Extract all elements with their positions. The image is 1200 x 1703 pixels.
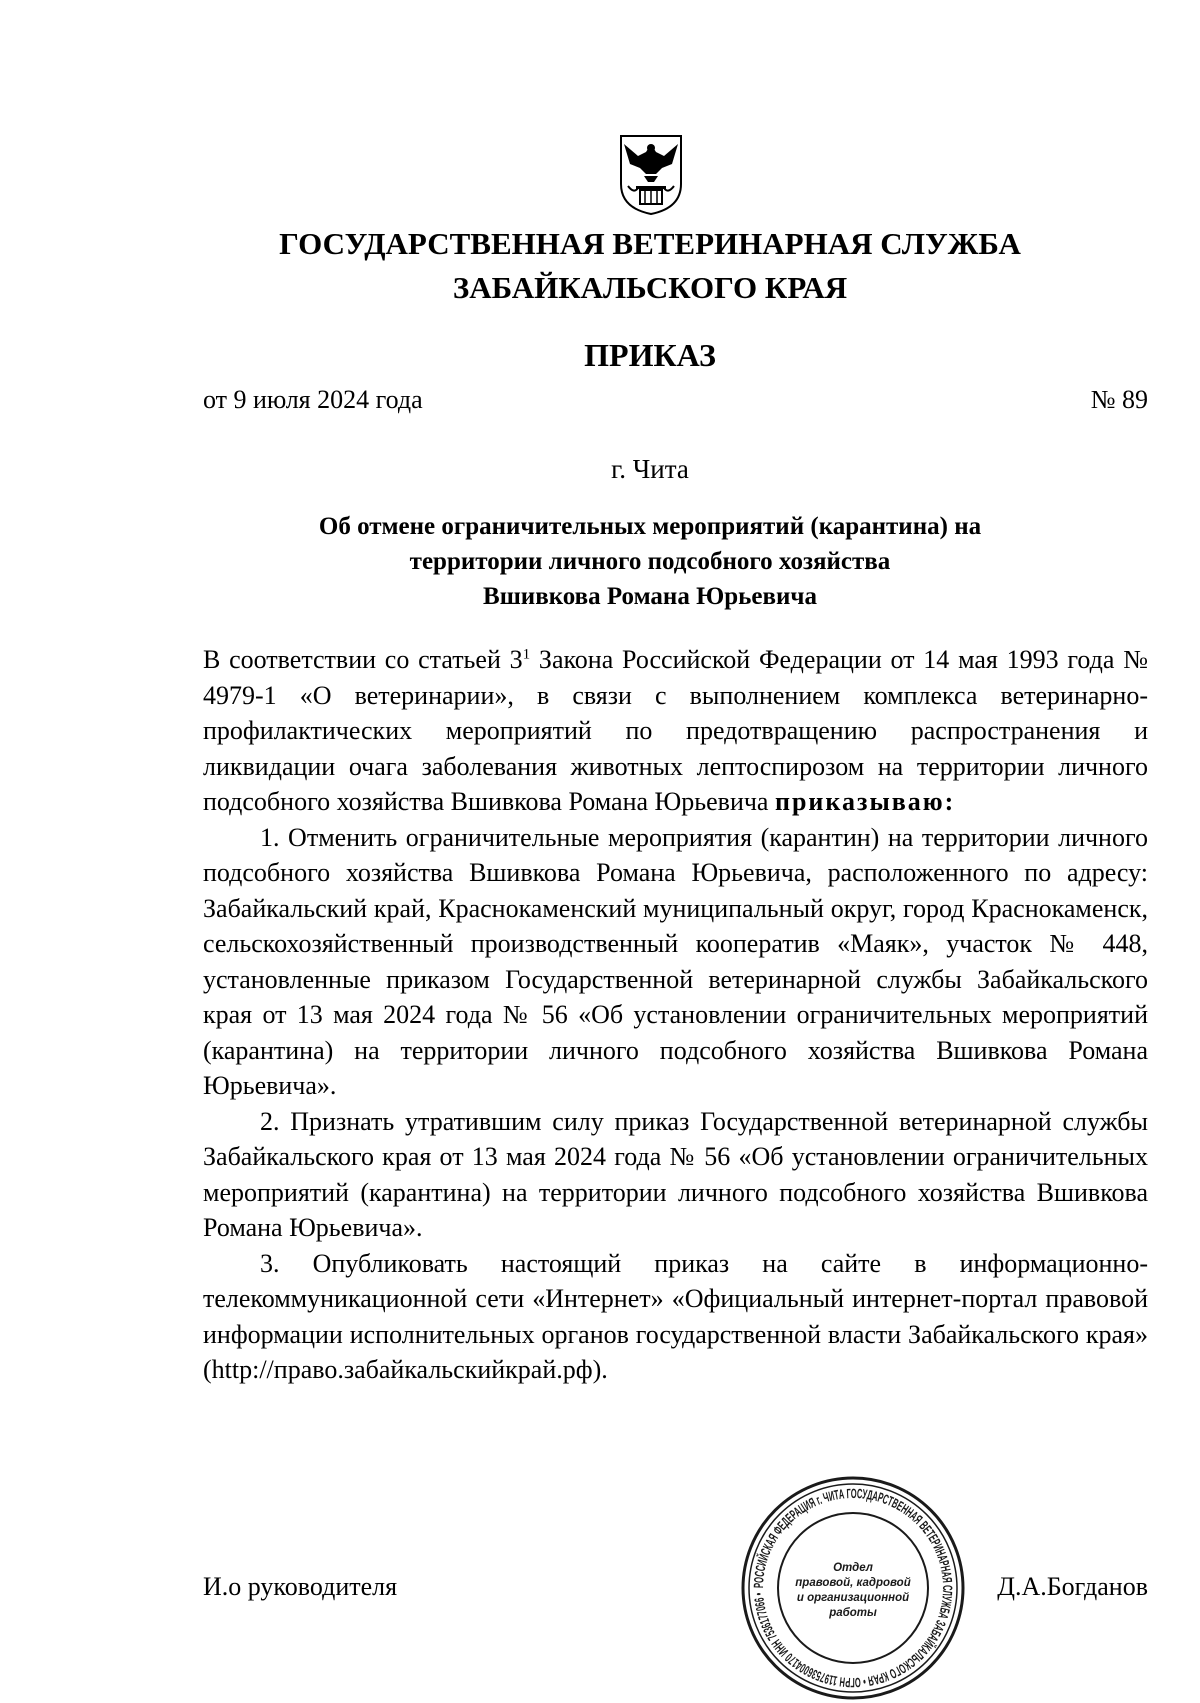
stamp-center-line3: и организационной	[796, 1592, 910, 1604]
document-number: № 89	[1090, 385, 1148, 414]
organization-name	[200, 222, 1100, 310]
preamble-part-b: Закона Российской Федерации от 14 мая 1993 года № 4979-1 «О ветеринарии», в связи с выполнением комплекса ветеринарно-профилактических мероприятий по предотвращению распространения и ликвидации очага заболевания животных лептоспирозом на территории личного подсобного хозяйства Вшивкова Романа Юрьевича	[203, 645, 1149, 816]
stamp-outer-text: РОССИЙСКАЯ ФЕДЕРАЦИЯ г. ЧИТА ГОСУДАРСТВЕННАЯ ВЕТЕРИНАРНАЯ СЛУЖБА ЗАБАЙКАЛЬСКОГО КРАЯ • ОГРН 1197536004170 ИНН 7536177066 •	[750, 1485, 956, 1691]
order-word: приказываю:	[774, 787, 956, 816]
document-subject	[240, 509, 1060, 614]
order-item-2: 2. Признать утратившим силу приказ Государственной ветеринарной службы Забайкальского края от 13 мая 2024 года № 56 «Об установлении ограничительных мероприятий (карантина) на территории личного подсобного хозяйства Вшивкова Романа Юрьевича».	[203, 1106, 1148, 1242]
stamp-center-line1: Отдел	[833, 1562, 873, 1574]
subject-line3: Вшивкова Романа Юрьевича	[483, 583, 817, 610]
subject-line1: Об отмене ограничительных мероприятий (карантина) на	[318, 513, 982, 540]
coat-of-arms-emblem	[618, 134, 684, 216]
order-item-1: 1. Отменить ограничительные мероприятия (карантин) на территории личного подсобного хозяйства Вшивкова Романа Юрьевича, расположенного по адресу: Забайкальский край, Краснокаменский муниципальный округ, город Краснокаменск, сельскохозяйственный производственный кооператив «Маяк», участок № 448, установленные приказом Государственной ветеринарной службы Забайкальского края от 13 мая 2024 года № 56 «Об установлении ограничительных мероприятий (карантина) на территории личного подсобного хозяйства Вшивкова Романа Юрьевича».	[203, 822, 1148, 1100]
document-body	[203, 642, 1148, 1388]
signatory-name: Д.А.Богданов	[997, 1572, 1148, 1601]
organization-name-line1: ГОСУДАРСТВЕННАЯ ВЕТЕРИНАРНАЯ СЛУЖБА	[279, 226, 1021, 261]
document-date: от 9 июля 2024 года	[203, 385, 423, 414]
preamble-paragraph	[203, 642, 1148, 820]
preamble-superscript: 1	[522, 646, 531, 663]
document-city: г. Чита	[611, 454, 689, 484]
stamp-center-line4: работы	[829, 1607, 877, 1619]
preamble-part-a: В соответствии со статьей 3	[203, 645, 523, 674]
organization-name-line2: ЗАБАЙКАЛЬСКОГО КРАЯ	[452, 270, 848, 305]
subject-line2: территории личного подсобного хозяйства	[409, 548, 891, 575]
stamp-center-line2: правовой, кадровой	[795, 1577, 911, 1589]
order-item-3: 3. Опубликовать настоящий приказ на сайте в информационно-телекоммуникационной сети «Интернет» «Официальный интернет-портал правовой информации исполнительных органов государственной власти Забайкальского края» (http://право.забайкальскийкрай.рф).	[203, 1248, 1148, 1384]
official-stamp	[738, 1473, 968, 1703]
document-type: ПРИКАЗ	[584, 337, 716, 373]
signatory-role: И.о руководителя	[203, 1572, 398, 1601]
